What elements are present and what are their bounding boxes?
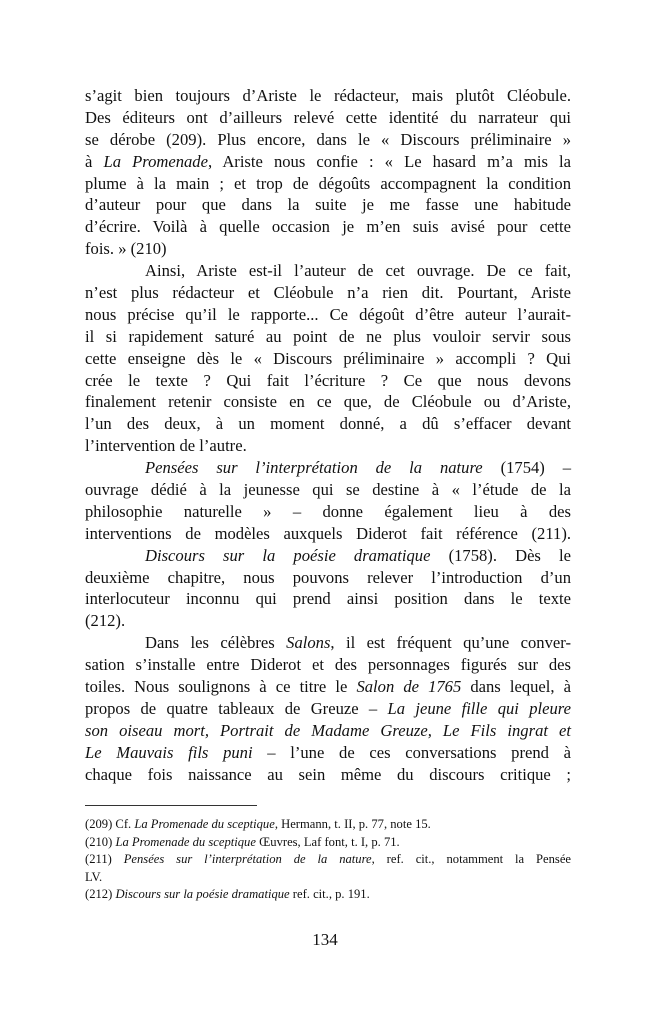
text-line — [85, 326, 571, 348]
italic-title: Pensées sur l’interprétation de la nature — [145, 458, 483, 478]
text-run: Des éditeurs ont d’ailleurs relevé cette identité du narrateur qui — [85, 107, 571, 127]
text-run: Œuvres, Laf font, t. I, p. 71. — [255, 834, 400, 849]
text-line — [85, 435, 571, 457]
italic-title: La Promenade — [103, 151, 208, 171]
text-run: , ref. cit., notamment la Pensée — [371, 852, 571, 867]
text-line — [85, 588, 571, 610]
footnote-line — [85, 869, 571, 887]
text-run: sation s’installe entre Diderot et des personnages figurés sur des — [85, 655, 571, 675]
text-line — [85, 173, 571, 195]
text-run: propos de quatre tableaux de Greuze – — [85, 698, 388, 718]
footnotes — [85, 816, 571, 904]
text-run: , Ariste nous confie : « Le hasard m’a mis la — [207, 151, 572, 171]
text-run: – l’une de ces conversations prend à — [252, 742, 571, 762]
text-line — [85, 610, 571, 632]
italic-title: Discours sur la poésie dramatique — [145, 545, 431, 565]
text-run: à — [85, 151, 104, 171]
text-line — [85, 304, 571, 326]
footnote-line — [85, 851, 571, 869]
text-run: d’écrire. Voilà à quelle occasion je m’en suis avisé pour cette — [85, 217, 571, 237]
text-line — [85, 676, 571, 698]
text-line — [85, 413, 571, 435]
text-line — [85, 457, 571, 479]
text-run: crée le texte ? Qui fait l’écriture ? Ce que nous devons — [85, 370, 571, 390]
text-line — [85, 545, 571, 567]
text-run: s’agit bien toujours d’Ariste le rédacteur, mais plutôt Cléobule. — [85, 86, 571, 105]
text-line — [85, 348, 571, 370]
body-text — [85, 85, 571, 786]
text-line — [85, 632, 571, 654]
text-line — [85, 479, 571, 501]
text-run: (209) Cf. — [85, 817, 135, 831]
text-run: (211) — [85, 852, 124, 867]
italic-title: son oiseau mort, Portrait de Madame Greuze, Le Fils ingrat et — [85, 720, 571, 740]
text-line — [85, 107, 571, 129]
text-run: (212). — [85, 611, 126, 631]
text-run: (1758). Dès le — [430, 545, 571, 565]
text-run: l’intervention de l’autre. — [85, 436, 247, 456]
text-line — [85, 742, 571, 764]
text-line — [85, 567, 571, 589]
text-run: ouvrage dédié à la jeunesse qui se destine à « l’étude de la — [85, 480, 571, 500]
text-run: (212) — [85, 887, 116, 902]
text-run: , il est fréquent qu’une conver- — [330, 633, 571, 653]
italic-title: La Promenade du sceptique — [115, 834, 256, 849]
text-line — [85, 720, 571, 742]
text-line — [85, 216, 571, 238]
text-run: interlocuteur inconnu qui prend ainsi position dans le texte — [85, 589, 571, 609]
italic-title: Salon de 1765 — [356, 677, 462, 697]
footnote-line — [85, 834, 571, 852]
text-line — [85, 764, 571, 786]
footnote-line — [85, 816, 571, 834]
text-line — [85, 260, 571, 282]
text-run: cette enseigne dès le « Discours préliminaire » accompli ? Qui — [85, 348, 571, 368]
text-run: Dans les célèbres — [145, 633, 287, 653]
text-run: interventions de modèles auxquels Diderot fait référence (211). — [85, 523, 571, 543]
italic-title: Salons — [286, 633, 331, 653]
italic-title: La jeune fille qui pleure — [387, 698, 571, 718]
italic-title: La Promenade du sceptique — [134, 817, 275, 831]
text-line — [85, 151, 571, 173]
text-run: deuxième chapitre, nous pouvons relever l’introduction d’un — [85, 567, 571, 587]
text-run: chaque fois naissance au sein même du discours critique ; — [85, 764, 571, 784]
text-run: se dérobe (209). Plus encore, dans le « Discours préliminaire » — [85, 129, 571, 149]
text-line — [85, 654, 571, 676]
text-line — [85, 523, 571, 545]
text-run: toiles. Nous soulignons à ce titre le — [85, 677, 357, 697]
text-run: (210) — [85, 834, 116, 849]
text-line — [85, 370, 571, 392]
text-run: n’est plus rédacteur et Cléobule n’a rien dit. Pourtant, Ariste — [85, 283, 571, 303]
text-run: (1754) – — [482, 458, 571, 478]
text-line — [85, 85, 571, 107]
text-line — [85, 129, 571, 151]
text-run: l’un des deux, à un moment donné, a dû s’effacer devant — [85, 414, 571, 434]
text-line — [85, 698, 571, 720]
page-number: 134 — [312, 930, 338, 949]
text-run: d’auteur pour que dans la suite je me fasse une habitude — [85, 195, 571, 215]
text-run: Ainsi, Ariste est-il l’auteur de cet ouvrage. De ce fait, — [145, 261, 571, 281]
text-run: plume à la main ; et trop de dégoûts accompagnent la condition — [85, 173, 571, 193]
text-line — [85, 391, 571, 413]
text-run: fois. » (210) — [85, 239, 167, 259]
text-line — [85, 194, 571, 216]
text-line — [85, 238, 571, 260]
text-run: philosophie naturelle » – donne également lieu à des — [85, 501, 571, 521]
text-line — [85, 501, 571, 523]
text-run: LV. — [85, 869, 103, 884]
text-run: , Hermann, t. II, p. 77, note 15. — [274, 817, 431, 831]
text-run: finalement retenir consiste en ce que, de Cléobule ou d’Ariste, — [85, 392, 571, 412]
footnote-divider — [85, 805, 257, 806]
italic-title: Le Mauvais fils puni — [85, 742, 253, 762]
text-run: il si rapidement saturé au point de ne plus vouloir servir sous — [85, 326, 571, 346]
text-run: dans lequel, à — [461, 677, 571, 697]
text-line — [85, 282, 571, 304]
italic-title: Pensées sur l’interprétation de la nature — [123, 852, 372, 867]
text-run: ref. cit., p. 191. — [289, 887, 370, 902]
footnote-line — [85, 886, 571, 904]
text-run: nous précise qu’il le rapporte... Ce dégoût d’être auteur l’aurait- — [85, 304, 571, 324]
italic-title: Discours sur la poésie dramatique — [115, 887, 290, 902]
